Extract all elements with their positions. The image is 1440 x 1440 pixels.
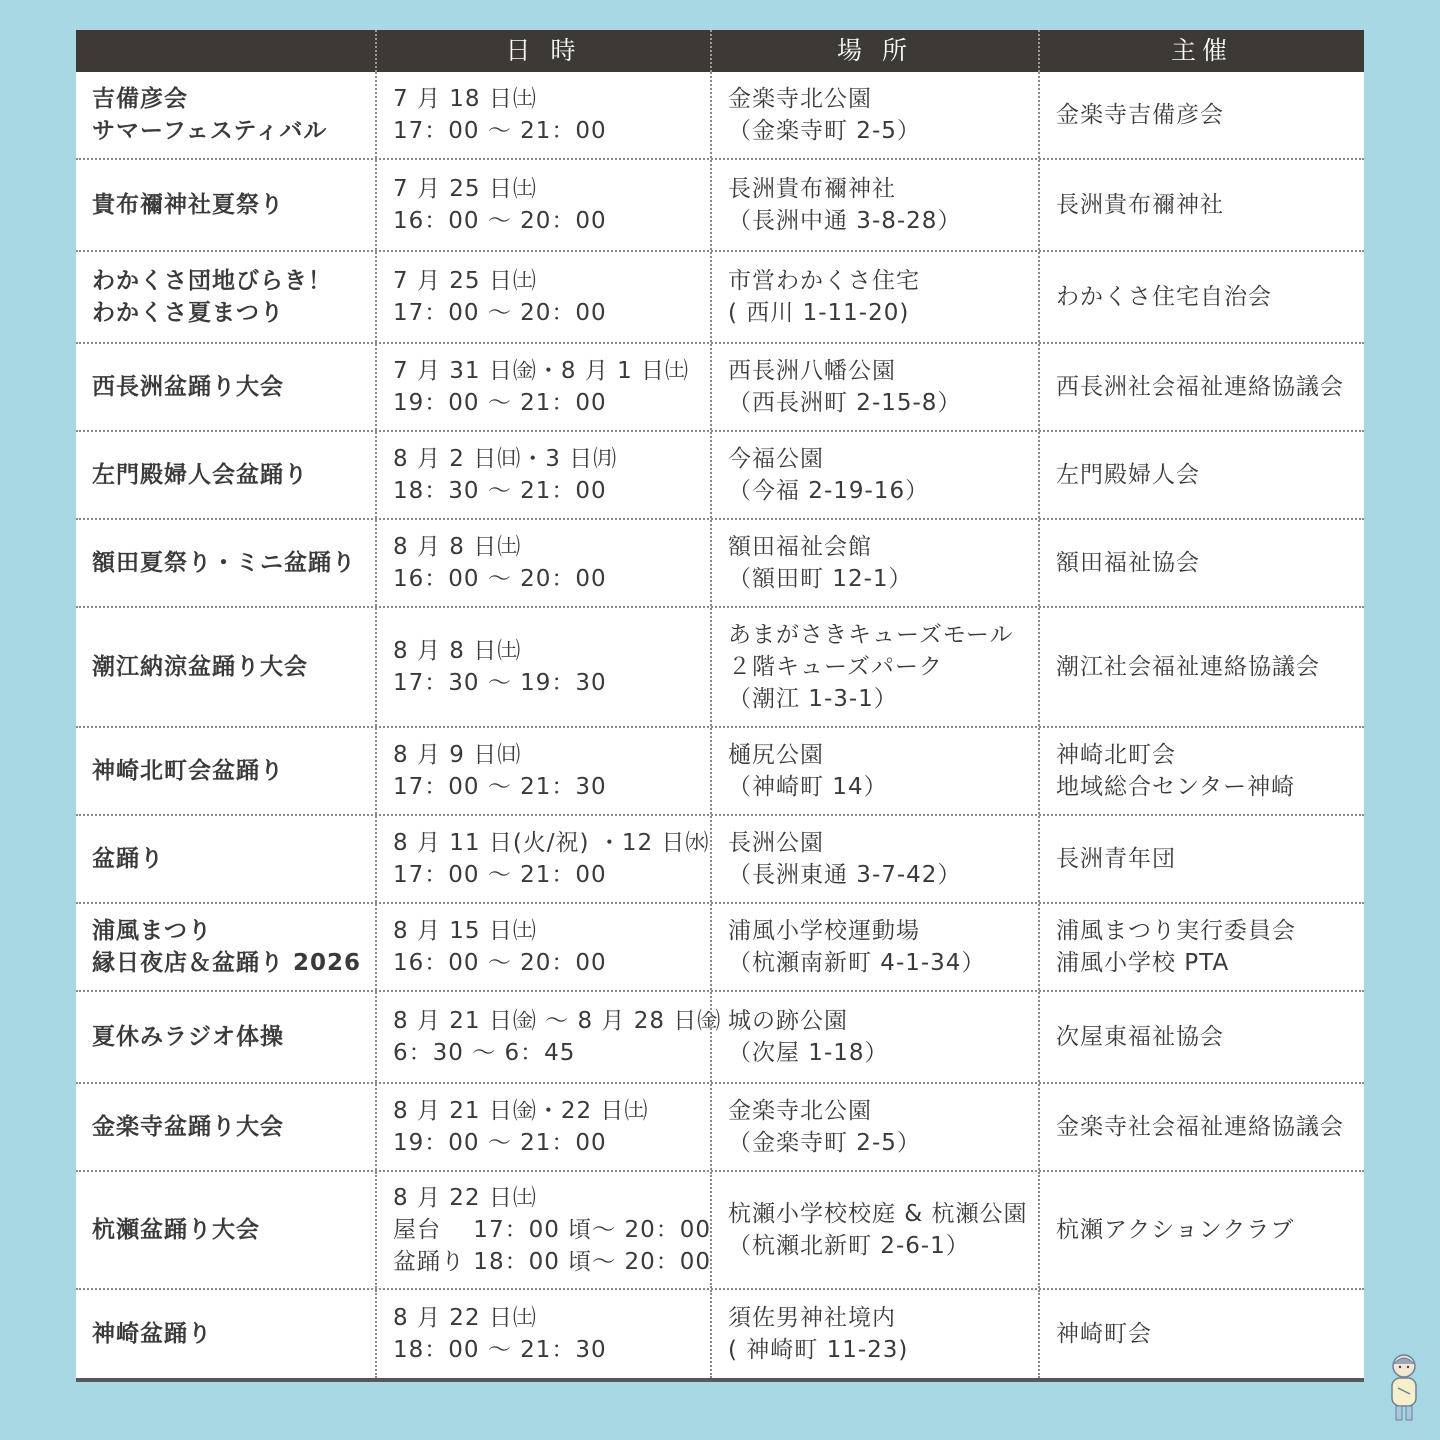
event-name-cell-line: 浦風まつり (92, 918, 212, 944)
datetime-cell-line: 17：00 〜 21：00 (393, 862, 607, 888)
place-cell-line: 浦風小学校運動場 (728, 918, 920, 944)
datetime-cell-line: 16：00 〜 20：00 (393, 208, 607, 234)
organizer-cell (1038, 816, 1364, 902)
organizer-cell-line: 浦風小学校 PTA (1056, 950, 1230, 976)
event-name-cell-line: 夏休みラジオ体操 (92, 1024, 284, 1050)
table-row (76, 904, 1364, 992)
organizer-cell-line: 次屋東福祉協会 (1056, 1024, 1224, 1050)
datetime-cell-line: 8 月 2 日㈰・3 日㈪ (393, 446, 618, 472)
event-name-cell-line: 杭瀬盆踊り大会 (92, 1217, 260, 1243)
event-name-cell (76, 816, 375, 902)
organizer-cell (1038, 344, 1364, 430)
datetime-cell-line: 17：00 〜 20：00 (393, 300, 607, 326)
datetime-cell (375, 252, 710, 342)
place-cell-line: （潮江 1-3-1） (728, 686, 898, 712)
event-name-cell (76, 992, 375, 1082)
event-name-cell-line: 神崎北町会盆踊り (92, 758, 284, 784)
event-name-cell-line: 左門殿婦人会盆踊り (92, 462, 308, 488)
table-row (76, 160, 1364, 252)
organizer-cell-line: 金楽寺吉備彦会 (1056, 102, 1224, 128)
datetime-cell-line: 8 月 21 日㈮ 〜 8 月 28 日㈮ (393, 1008, 722, 1034)
organizer-cell (1038, 904, 1364, 990)
place-cell-line: 市営わかくさ住宅 (728, 268, 920, 294)
place-cell (710, 1172, 1038, 1288)
datetime-cell (375, 728, 710, 814)
organizer-cell (1038, 1172, 1364, 1288)
place-cell-line: （次屋 1-18） (728, 1040, 889, 1066)
datetime-cell-line: 8 月 8 日㈯ (393, 534, 522, 560)
datetime-cell-line: 19：00 〜 21：00 (393, 1130, 607, 1156)
event-name-cell (76, 72, 375, 158)
datetime-cell (375, 816, 710, 902)
datetime-cell-line: 7 月 18 日㈯ (393, 86, 537, 112)
event-name-cell-line: 盆踊り (92, 846, 164, 872)
organizer-cell-line: 杭瀬アクションクラブ (1056, 1217, 1295, 1243)
place-cell-line: 長洲貴布禰神社 (728, 176, 896, 202)
datetime-cell-line: 18：00 〜 21：30 (393, 1337, 607, 1363)
datetime-cell-line: 16：00 〜 20：00 (393, 566, 607, 592)
organizer-cell-line: 神崎北町会 (1056, 742, 1176, 768)
datetime-cell-line: 17：30 〜 19：30 (393, 670, 607, 696)
place-cell-line: 杭瀬小学校校庭 & 杭瀬公園 (728, 1201, 1028, 1227)
datetime-cell-line: 8 月 22 日㈯ (393, 1185, 537, 1211)
place-cell (710, 816, 1038, 902)
datetime-cell-line: 6：30 〜 6：45 (393, 1040, 576, 1066)
event-name-cell (76, 728, 375, 814)
organizer-cell-line: 神崎町会 (1056, 1321, 1152, 1347)
event-name-cell-line: 吉備彦会 (92, 86, 188, 112)
datetime-cell (375, 344, 710, 430)
table-row (76, 1290, 1364, 1380)
place-cell-line: 金楽寺北公園 (728, 1098, 872, 1124)
place-cell-line: あまがさきキューズモール (728, 622, 1014, 648)
organizer-cell-line: 金楽寺社会福祉連絡協議会 (1056, 1114, 1344, 1140)
place-cell-line: （金楽寺町 2-5） (728, 118, 921, 144)
datetime-cell-line: 18：30 〜 21：00 (393, 478, 607, 504)
datetime-cell-line: 8 月 11 日(火/祝) ・12 日㈬ (393, 830, 710, 856)
organizer-cell (1038, 1084, 1364, 1170)
place-cell-line: （額田町 12-1） (728, 566, 913, 592)
place-cell (710, 1084, 1038, 1170)
event-name-cell-line: サマーフェスティバル (92, 118, 328, 144)
place-cell (710, 520, 1038, 606)
event-name-cell (76, 904, 375, 990)
event-name-cell (76, 160, 375, 250)
organizer-cell-line: 浦風まつり実行委員会 (1056, 918, 1296, 944)
datetime-cell (375, 608, 710, 726)
event-name-cell-line: 西長洲盆踊り大会 (92, 374, 284, 400)
place-cell-line: 金楽寺北公園 (728, 86, 872, 112)
datetime-cell-line: 17：00 〜 21：30 (393, 774, 607, 800)
event-schedule-table (76, 30, 1364, 1380)
datetime-cell-line: 7 月 31 日㈮・8 月 1 日㈯ (393, 358, 690, 384)
organizer-cell-line: わかくさ住宅自治会 (1056, 284, 1272, 310)
place-cell-line: 長洲公園 (728, 830, 824, 856)
place-cell-line: （金楽寺町 2-5） (728, 1130, 921, 1156)
organizer-cell (1038, 432, 1364, 518)
place-cell (710, 344, 1038, 430)
table-row (76, 728, 1364, 816)
place-cell-line: 西長洲八幡公園 (728, 358, 896, 384)
header-event (76, 30, 375, 72)
table-row (76, 1172, 1364, 1290)
organizer-cell-line: 地域総合センター神崎 (1056, 774, 1296, 800)
datetime-cell-line: 8 月 22 日㈯ (393, 1305, 537, 1331)
event-name-cell-line: わかくさ夏まつり (92, 300, 284, 326)
datetime-cell-line: 屋台 17：00 頃〜 20：00 (393, 1217, 711, 1243)
place-cell-line: （杭瀬北新町 2-6-1） (728, 1233, 970, 1259)
organizer-cell (1038, 728, 1364, 814)
organizer-cell (1038, 1290, 1364, 1378)
place-cell-line: （今福 2-19-16） (728, 478, 930, 504)
place-cell (710, 1290, 1038, 1378)
header-organizer: 主催 (1038, 30, 1364, 72)
place-cell (710, 904, 1038, 990)
table-row (76, 252, 1364, 344)
event-name-cell (76, 252, 375, 342)
place-cell-line: ( 神崎町 11-23) (728, 1337, 909, 1363)
table-row (76, 816, 1364, 904)
event-name-cell-line: 額田夏祭り・ミニ盆踊り (92, 550, 356, 576)
place-cell-line: ( 西川 1-11-20) (728, 300, 910, 326)
event-name-cell (76, 1290, 375, 1378)
place-cell (710, 72, 1038, 158)
table-row (76, 344, 1364, 432)
table-row (76, 992, 1364, 1084)
event-name-cell (76, 1084, 375, 1170)
datetime-cell-line: 16：00 〜 20：00 (393, 950, 607, 976)
organizer-cell-line: 潮江社会福祉連絡協議会 (1056, 654, 1320, 680)
event-name-cell (76, 608, 375, 726)
datetime-cell (375, 992, 722, 1082)
place-cell-line: 須佐男神社境内 (728, 1305, 896, 1331)
datetime-cell (375, 904, 710, 990)
organizer-cell-line: 西長洲社会福祉連絡協議会 (1056, 374, 1344, 400)
datetime-cell (375, 1084, 710, 1170)
organizer-cell-line: 額田福祉協会 (1056, 550, 1200, 576)
place-cell (710, 992, 1038, 1082)
datetime-cell (375, 160, 710, 250)
event-name-cell-line: わかくさ団地びらき！ (92, 268, 332, 294)
place-cell (710, 608, 1038, 726)
organizer-cell-line: 左門殿婦人会 (1056, 462, 1200, 488)
table-header (76, 30, 1364, 72)
place-cell (710, 432, 1038, 518)
header-place: 場 所 (710, 30, 1038, 72)
place-cell-line: 樋尻公園 (728, 742, 824, 768)
event-name-cell-line: 金楽寺盆踊り大会 (92, 1114, 284, 1140)
datetime-cell-line: 7 月 25 日㈯ (393, 176, 537, 202)
place-cell-line: （長洲中通 3-8-28） (728, 208, 962, 234)
datetime-cell (375, 520, 710, 606)
place-cell-line: ２階キューズパーク (728, 654, 943, 680)
datetime-cell (375, 72, 710, 158)
datetime-cell-line: 7 月 25 日㈯ (393, 268, 537, 294)
event-name-cell-line: 縁日夜店＆盆踊り 2026 (92, 950, 362, 976)
event-name-cell (76, 1172, 375, 1288)
event-name-cell (76, 432, 375, 518)
place-cell (710, 728, 1038, 814)
table-row (76, 432, 1364, 520)
table-row (76, 72, 1364, 160)
datetime-cell-line: 8 月 21 日㈮・22 日㈯ (393, 1098, 649, 1124)
datetime-cell-line: 8 月 15 日㈯ (393, 918, 537, 944)
organizer-cell (1038, 608, 1364, 726)
organizer-cell (1038, 520, 1364, 606)
place-cell-line: （西長洲町 2-15-8） (728, 390, 962, 416)
event-name-cell-line: 神崎盆踊り (92, 1321, 212, 1347)
datetime-cell-line: 19：00 〜 21：00 (393, 390, 607, 416)
table-row (76, 520, 1364, 608)
datetime-cell (375, 1290, 710, 1378)
datetime-cell-line: 盆踊り 18：00 頃〜 20：00 (393, 1249, 711, 1275)
event-name-cell (76, 520, 375, 606)
organizer-cell-line: 長洲貴布禰神社 (1056, 192, 1224, 218)
table-row (76, 1084, 1364, 1172)
organizer-cell (1038, 72, 1364, 158)
place-cell-line: （長洲東通 3-7-42） (728, 862, 962, 888)
person-mascot-icon (1384, 1352, 1424, 1424)
organizer-cell (1038, 252, 1364, 342)
datetime-cell (375, 1172, 710, 1288)
header-datetime: 日 時 (375, 30, 710, 72)
place-cell (710, 160, 1038, 250)
organizer-cell (1038, 160, 1364, 250)
place-cell-line: 額田福祉会館 (728, 534, 872, 560)
place-cell-line: （神崎町 14） (728, 774, 888, 800)
place-cell (710, 252, 1038, 342)
event-name-cell-line: 潮江納涼盆踊り大会 (92, 654, 308, 680)
place-cell-line: 今福公園 (728, 446, 824, 472)
organizer-cell (1038, 992, 1364, 1082)
datetime-cell-line: 8 月 9 日㈰ (393, 742, 522, 768)
place-cell-line: （杭瀬南新町 4-1-34） (728, 950, 986, 976)
place-cell-line: 城の跡公園 (728, 1008, 848, 1034)
datetime-cell-line: 8 月 8 日㈯ (393, 638, 522, 664)
datetime-cell (375, 432, 710, 518)
organizer-cell-line: 長洲青年団 (1056, 846, 1176, 872)
table-row (76, 608, 1364, 728)
datetime-cell-line: 17：00 〜 21：00 (393, 118, 607, 144)
event-name-cell (76, 344, 375, 430)
event-name-cell-line: 貴布禰神社夏祭り (92, 192, 284, 218)
table-body (76, 72, 1364, 1380)
